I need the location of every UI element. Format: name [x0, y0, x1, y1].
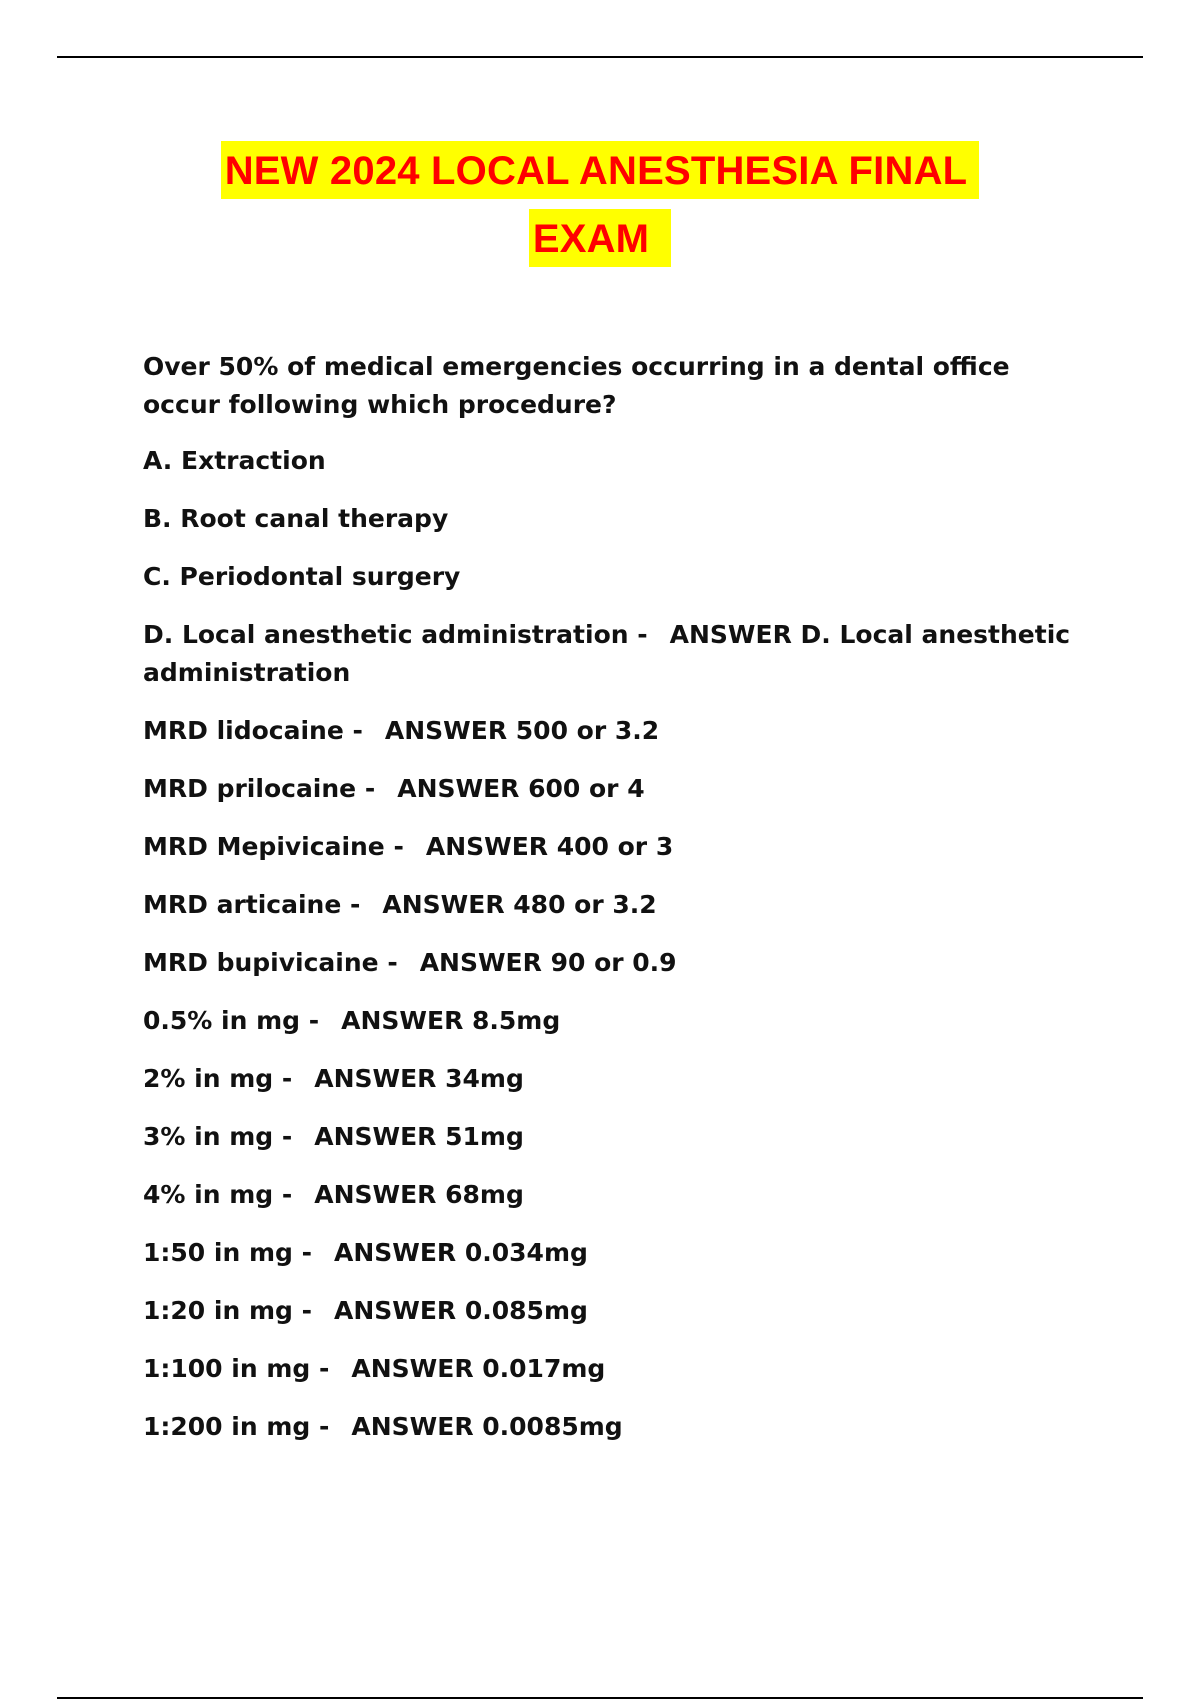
qa-item — [143, 1234, 1083, 1272]
qa-item — [143, 770, 1083, 808]
item-answer: ANSWER 0.034mg — [333, 1238, 588, 1267]
item-prompt: 3% in mg - — [143, 1122, 293, 1151]
item-answer: ANSWER 400 or 3 — [425, 832, 674, 861]
qa-item — [143, 1060, 1083, 1098]
qa-item — [143, 828, 1083, 866]
option-d: D. Local anesthetic administration - — [143, 620, 648, 649]
question-text: Over 50% of medical emergencies occurring in a dental office occur following which procedure? — [143, 352, 1010, 419]
item-prompt: 1:100 in mg - — [143, 1354, 330, 1383]
qa-item — [143, 944, 1083, 982]
item-prompt: MRD Mepivicaine - — [143, 832, 404, 861]
item-answer: ANSWER 90 or 0.9 — [419, 948, 677, 977]
item-prompt: 1:20 in mg - — [143, 1296, 312, 1325]
item-prompt: 4% in mg - — [143, 1180, 293, 1209]
document-body — [143, 348, 1083, 1466]
qa-item — [143, 1176, 1083, 1214]
item-answer: ANSWER 600 or 4 — [397, 774, 645, 803]
qa-item — [143, 1292, 1083, 1330]
qa-item — [143, 1408, 1083, 1446]
item-answer: ANSWER 480 or 3.2 — [382, 890, 657, 919]
question-answer: ANSWER D. Local anesthetic administration — [143, 620, 1071, 687]
qa-item — [143, 1118, 1083, 1156]
page-title — [0, 141, 1200, 267]
qa-item — [143, 886, 1083, 924]
qa-item — [143, 712, 1083, 750]
top-rule — [57, 56, 1143, 58]
bottom-rule — [57, 1697, 1143, 1699]
item-prompt: MRD lidocaine - — [143, 716, 363, 745]
title-line-2: EXAM — [529, 209, 671, 267]
item-answer: ANSWER 34mg — [314, 1064, 524, 1093]
item-answer: ANSWER 0.0085mg — [351, 1412, 623, 1441]
qa-item — [143, 1350, 1083, 1388]
item-answer: ANSWER 51mg — [314, 1122, 524, 1151]
qa-item — [143, 1002, 1083, 1040]
item-answer: ANSWER 68mg — [314, 1180, 524, 1209]
item-prompt: MRD prilocaine - — [143, 774, 376, 803]
item-answer: ANSWER 0.085mg — [333, 1296, 588, 1325]
option-d-with-answer — [143, 616, 1083, 692]
option-a: A. Extraction — [143, 446, 326, 475]
item-prompt: 1:50 in mg - — [143, 1238, 312, 1267]
item-prompt: MRD articaine - — [143, 890, 361, 919]
item-answer: ANSWER 8.5mg — [341, 1006, 561, 1035]
item-prompt: 2% in mg - — [143, 1064, 293, 1093]
item-prompt: 0.5% in mg - — [143, 1006, 320, 1035]
item-prompt: MRD bupivicaine - — [143, 948, 398, 977]
option-c: C. Periodontal surgery — [143, 562, 461, 591]
item-prompt: 1:200 in mg - — [143, 1412, 330, 1441]
item-answer: ANSWER 500 or 3.2 — [384, 716, 660, 745]
title-line-1: NEW 2024 LOCAL ANESTHESIA FINAL — [221, 141, 980, 199]
item-answer: ANSWER 0.017mg — [351, 1354, 606, 1383]
option-b: B. Root canal therapy — [143, 504, 449, 533]
